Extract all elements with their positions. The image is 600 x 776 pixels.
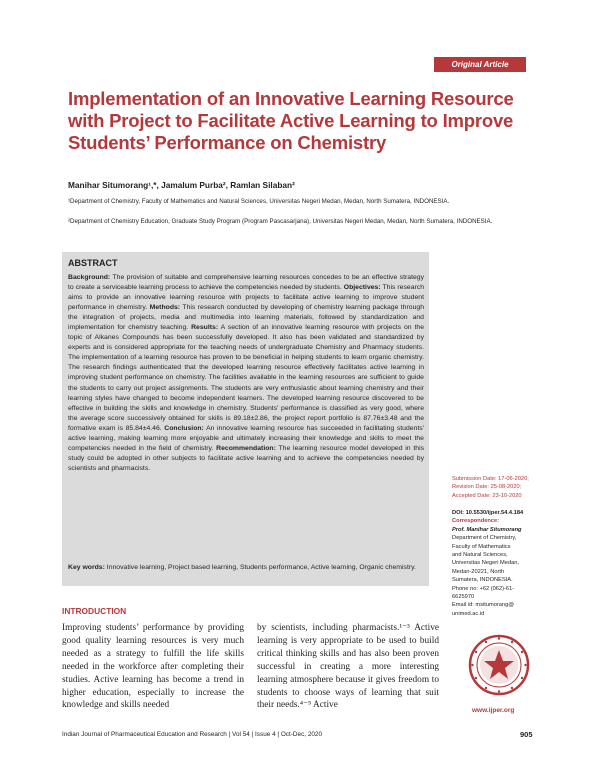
- journal-logo-icon: [468, 634, 530, 696]
- affiliation-1: ¹Department of Chemistry, Faculty of Mathematics and Natural Sciences, Universitas Negeri Medan, Medan, North Sumatera, INDONESIA.: [68, 198, 450, 205]
- conclusion-text: An innovative learning resource has succeeded in facilitating students' active learning, making learning more enjoyable and ultimately increasing their knowledge and skills to meet the competencies needed in the field of chemistry.: [68, 424, 425, 452]
- objectives-label: Objectives:: [343, 284, 381, 292]
- keywords-label: Key words:: [68, 564, 105, 571]
- results-text: A section of an innovative learning resource with projects on the topic of Alkanes Compounds has been successfully developed. It also has been validated and standardized by experts and is considered appropriate for the teaching needs of undergraduate Chemistry and Pharmacy students. The implementation of a learning resource has proven to be beneficial in helping students to learn organic chemistry. The research findings authenticated that the developed learning resource effectively facilitates active learning in improving student performance on chemistry. The facilities available in the learning resources are sufficient to guide the students to carry out project assignments. The students are very enthusiastic about learning chemistry and their learning styles have changed to become independent learners. The developed learning resource discovered to be effective in building the skills and knowledge in chemistry. Students' performance is classified as very good, where the average score successively obtained for skills is 89.18±2.86, the project report portfolio is 87.76±3.48 and the formative exam is 85.84±4.46.: [68, 324, 425, 432]
- correspondence-line: Medan-20221, North: [452, 568, 505, 575]
- correspondence-line: and Natural Sciences,: [452, 552, 508, 559]
- author-list: Manihar Situmorang¹,*, Jamalum Purba², Ramlan Silaban²: [68, 180, 295, 190]
- submission-date: Submission Date: 17-06-2020;: [452, 476, 529, 482]
- intro-column-1: Improving students’ performance by providing good quality learning resources is very much needed as a strategy to fulfill the life skills needed in the workforce after completing their studies. Active learning has become a trend in higher education, especially to increase the knowledge and skills needed: [62, 623, 244, 711]
- background-text: The provision of suitable and comprehensive learning resources concedes to be an effective strategy to create a serviceable learning process to achieve the competencies needed by students.: [68, 274, 425, 292]
- correspondence-line: Universitas Negeri Medan,: [452, 560, 520, 567]
- submission-dates: [452, 475, 572, 500]
- intro-column-2: by scientists, including pharmacists.¹⁻³ Active learning is very appropriate to be used to build critical thinking skills and has also been proven successful in creating a more interesting learning atmosphere because it gives freedom to students to choose ways of learning that suit their needs.⁴⁻⁵ Active: [257, 623, 439, 711]
- correspondence-line: unimed.ac.id: [452, 610, 485, 617]
- recommendation-text: The learning resource model developed in this study could be adopted in other subjects to facilitate active learning and to achieve the competencies needed by scientists and pharmacists.: [68, 444, 425, 472]
- affiliation-2: ²Department of Chemistry Education, Graduate Study Program (Program Pascasarjana), Universitas Negeri Medan, Medan, North Sumatera, INDONESIA.: [68, 218, 493, 225]
- correspondence-line: Email id: msitumorang@: [452, 602, 515, 609]
- paper-title: Implementation of an Innovative Learning Resource with Project to Facilitate Active Learning to Improve Students’ Performance on Chemistry: [68, 88, 514, 153]
- journal-footer: Indian Journal of Pharmaceutical Education and Research | Vol 54 | Issue 4 | Oct-Dec, 2020: [62, 731, 323, 738]
- abstract-text: [68, 273, 424, 474]
- keywords-text: Innovative learning, Project based learning, Students performance, Active learning, Organic chemistry.: [106, 564, 416, 571]
- methods-text: This research conducted by developing of chemistry learning package through the integration of projects, media and multimedia into learning materials, followed by standardization and implementation for chemistry teaching.: [68, 304, 424, 332]
- correspondence-line: 6625970: [452, 594, 475, 601]
- website-url[interactable]: www.ijper.org: [472, 707, 515, 714]
- correspondence-name: Prof. Manihar Situmorang: [452, 526, 522, 533]
- recommendation-label: Recommendation:: [216, 444, 276, 452]
- correspondence-line: Sumatera, INDONESIA.: [452, 577, 513, 584]
- background-label: Background:: [68, 274, 111, 281]
- accepted-date: Accepted Date: 23-10-2020: [452, 492, 522, 499]
- article-type-label: Original Article: [434, 57, 526, 72]
- revision-date: Revision Date: 25-08-2020;: [452, 484, 522, 491]
- methods-label: Methods:: [149, 304, 181, 312]
- page-number: 905: [520, 730, 533, 739]
- correspondence-label: Correspondence:: [452, 518, 500, 525]
- objectives-text: This research aims to provide an innovative learning resource with projects to facilitate active learning to improve student performance in chemistry.: [68, 284, 425, 312]
- correspondence-line: Faculty of Mathematics: [452, 543, 511, 550]
- correspondence-line: Department of Chemistry,: [452, 535, 517, 542]
- results-label: Results:: [191, 324, 219, 332]
- conclusion-label: Conclusion:: [164, 424, 204, 432]
- correspondence-line: Phone no: +62 (062)-61-: [452, 585, 515, 592]
- keywords: [68, 563, 424, 573]
- introduction-heading: INTRODUCTION: [62, 606, 127, 616]
- correspondence-block: [452, 509, 572, 618]
- doi: DOI: 10.5530/ijper.54.4.184: [452, 510, 524, 516]
- abstract-heading: ABSTRACT: [68, 258, 118, 268]
